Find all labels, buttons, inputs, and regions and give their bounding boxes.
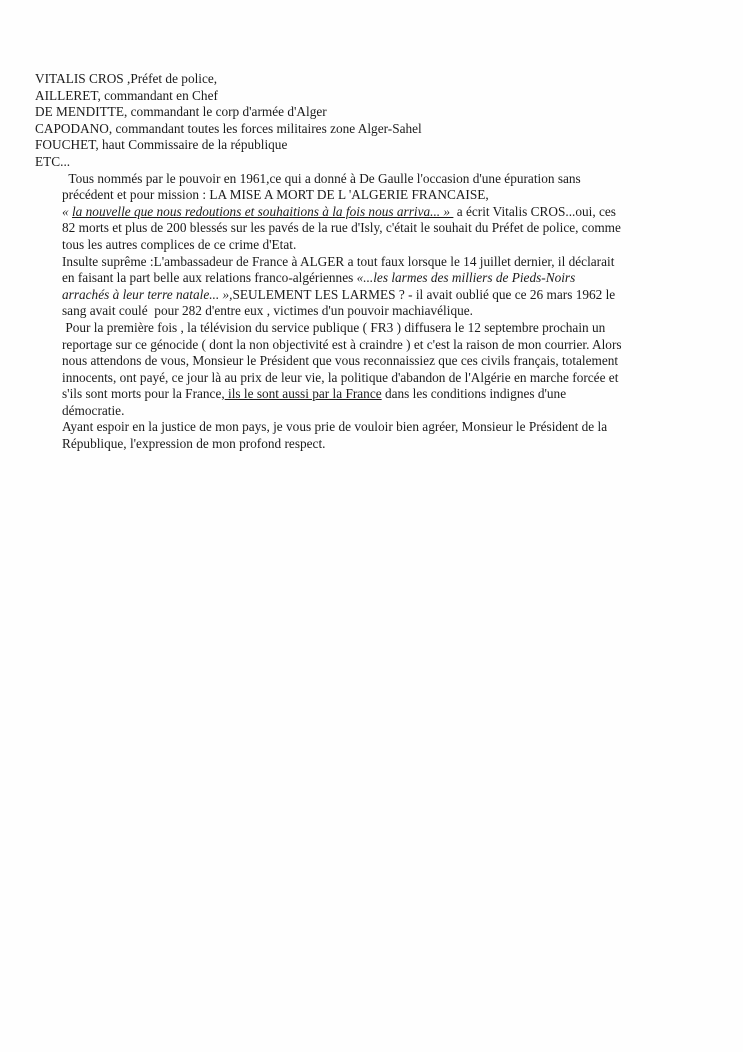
recipients-list	[35, 71, 725, 171]
recipient-line: CAPODANO, commandant toutes les forces militaires zone Alger-Sahel	[35, 120, 422, 136]
text-run: en faisant la part belle aux relations franco-algériennes	[62, 270, 357, 286]
emphasized-text-run: «	[62, 203, 72, 219]
text-run: Ayant espoir en la justice de mon pays, je vous prie de vouloir bien agréer, Monsieur le Président de la	[62, 419, 608, 435]
letter	[0, 0, 743, 453]
text-line	[62, 187, 725, 204]
text-run: reportage sur ce génocide ( dont la non objectivité est à craindre ) et c'est la raison de mon courrier. Alors	[62, 336, 622, 352]
text-line	[62, 254, 725, 271]
recipient-line: VITALIS CROS ,Préfet de police,	[35, 71, 218, 86]
text-line	[62, 370, 725, 387]
text-run: démocratie.	[62, 402, 125, 418]
text-run: 82 morts et plus de 200 blessés sur les pavés de la rue d'Isly, c'était le souhait du Préfet de police, comme	[62, 220, 621, 236]
text-run: Tous nommés par le pouvoir en 1961,ce qui a donné à De Gaulle l'occasion d'une épuration sans	[62, 170, 581, 186]
text-line	[62, 237, 725, 254]
emphasized-text-run: «...les larmes des milliers de Pieds-Noirs	[356, 270, 576, 286]
text-line	[62, 287, 725, 304]
text-line	[62, 204, 725, 221]
text-line	[62, 436, 725, 453]
text-run: s'ils sont morts pour la France,	[62, 386, 225, 402]
text-run: précédent et pour mission : LA MISE A MORT DE L 'ALGERIE FRANCAISE,	[62, 187, 489, 203]
recipient-line: AILLERET, commandant en Chef	[35, 87, 218, 103]
emphasized-text-run: ils le sont aussi par la France	[224, 386, 382, 402]
text-line	[62, 171, 725, 188]
text-line	[62, 303, 725, 320]
text-run: innocents, ont payé, ce jour là au prix de leur vie, la politique d'abandon de l'Algérie en marche forcée et	[62, 369, 619, 385]
letter-body	[62, 171, 725, 453]
recipient-line: DE MENDITTE, commandant le corp d'armée d'Alger	[35, 104, 327, 120]
text-run: Insulte suprême :L'ambassadeur de France à ALGER a tout faux lorsque le 14 juillet dernier, il déclarait	[62, 253, 615, 269]
text-run: République, l'expression de mon profond respect.	[62, 436, 326, 452]
text-run: a écrit Vitalis CROS...oui, ces	[453, 203, 616, 219]
text-run: nous attendons de vous, Monsieur le Président que vous reconnaissiez que ces civils français, totalement	[62, 353, 619, 369]
text-line	[62, 386, 725, 403]
text-line	[62, 353, 725, 370]
text-run: Pour la première fois , la télévision du service publique ( FR3 ) diffusera le 12 septembre prochain un	[62, 319, 606, 335]
text-line	[62, 419, 725, 436]
recipient-line: FOUCHET, haut Commissaire de la république	[35, 137, 288, 153]
text-run: SEULEMENT LES LARMES ? - il avait oublié que ce 26 mars 1962 le	[232, 286, 616, 302]
text-line	[62, 403, 725, 420]
emphasized-text-run: la nouvelle que nous redoutions et souhaitions à la fois nous arriva... »	[71, 203, 454, 219]
text-line	[62, 270, 725, 287]
text-run: tous les autres complices de ce crime d'Etat.	[62, 236, 297, 252]
text-line	[62, 220, 725, 237]
recipient-line: ETC...	[35, 153, 71, 169]
text-line	[62, 320, 725, 337]
emphasized-text-run: arrachés à leur terre natale... »,	[62, 286, 233, 302]
text-line	[62, 337, 725, 354]
text-run: sang avait coulé pour 282 d'entre eux , victimes d'un pouvoir machiavélique.	[62, 303, 473, 319]
text-run: dans les conditions indignes d'une	[381, 386, 567, 402]
